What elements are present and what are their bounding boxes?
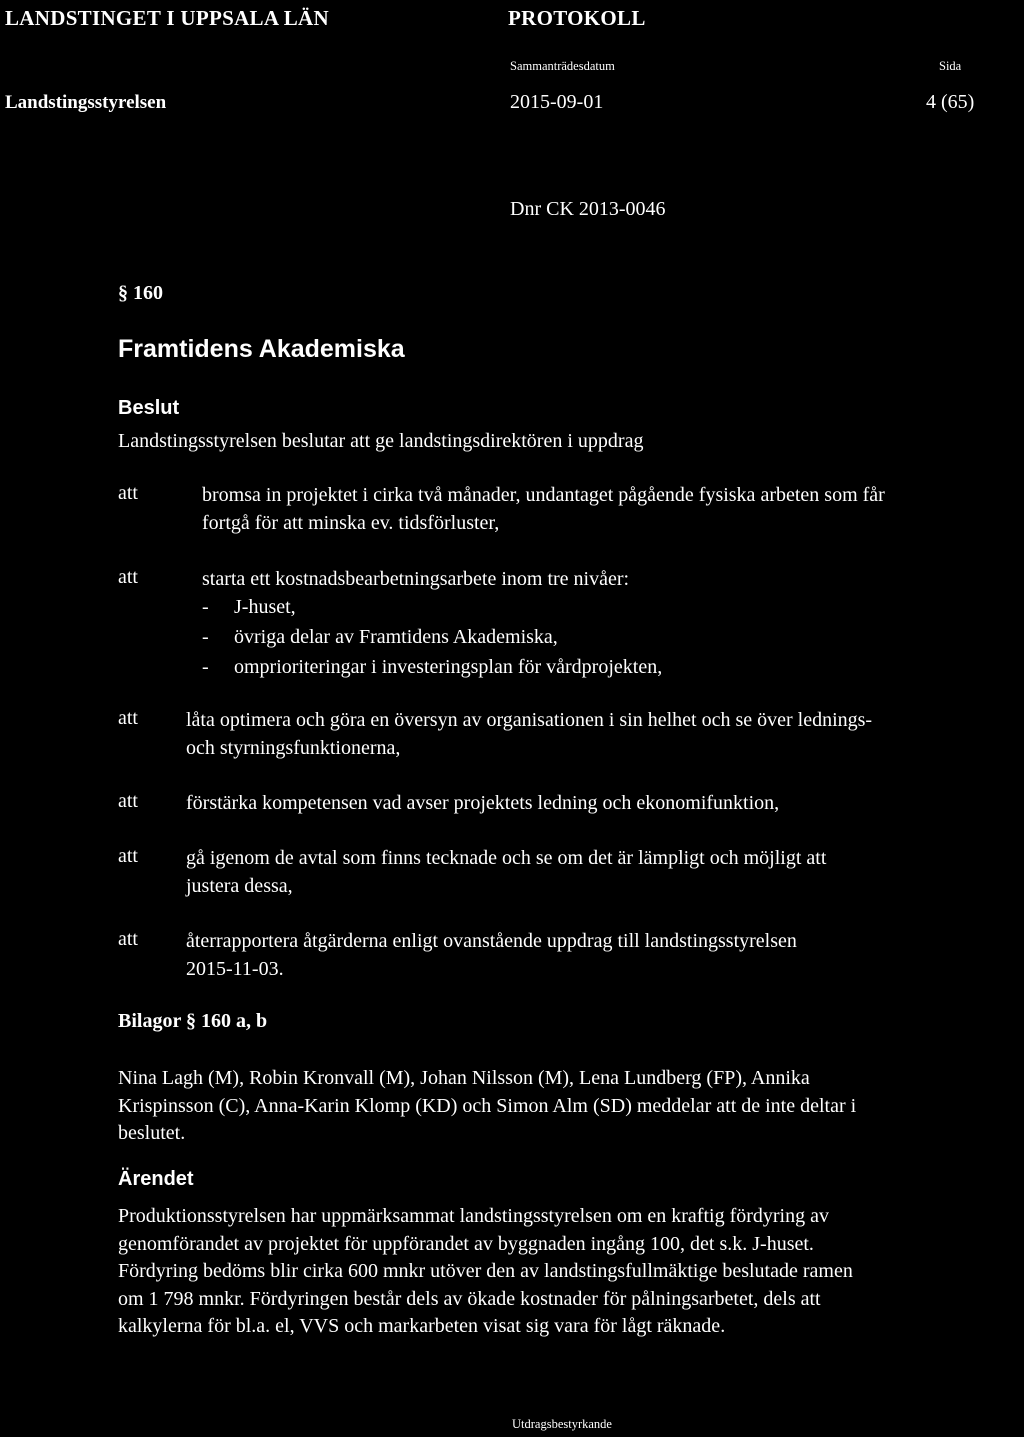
paragraph-line: genomförandet av projektet för uppförandet av byggnaden ingång 100, det s.k. J-huset. <box>118 1232 814 1255</box>
certification-label: Utdragsbestyrkande <box>512 1417 612 1431</box>
paragraph-line: Produktionsstyrelsen har uppmärksammat landstingsstyrelsen om en kraftig fördyring av <box>118 1205 829 1227</box>
paragraph-line: beslutet. <box>118 1122 186 1144</box>
meeting-date-label: Sammanträdesdatum <box>510 59 615 73</box>
item-line: justera dessa, <box>186 874 293 897</box>
document-type: PROTOKOLL <box>508 6 646 30</box>
attachments-line: Bilagor § 160 a, b <box>118 1010 268 1032</box>
matter-heading: Ärendet <box>118 1168 194 1190</box>
decision-item <box>202 566 629 594</box>
att-marker: att <box>118 845 138 867</box>
sub-list-item: - J-huset, <box>202 596 296 618</box>
sub-list-item: - övriga delar av Framtidens Akademiska, <box>202 626 558 648</box>
paragraph-line: Nina Lagh (M), Robin Kronvall (M), Johan Nilsson (M), Lena Lundberg (FP), Annika <box>118 1067 810 1089</box>
att-marker: att <box>118 566 138 588</box>
abstention-paragraph <box>118 1065 856 1148</box>
item-line: återrapportera åtgärderna enligt ovanstående uppdrag till landstingsstyrelsen <box>186 930 797 952</box>
item-line: och styrningsfunktionerna, <box>186 736 401 759</box>
sub-list-item: - omprioriteringar i investeringsplan för vårdprojekten, <box>202 656 663 678</box>
decision-item <box>186 928 797 983</box>
body-name: Landstingsstyrelsen <box>5 92 167 113</box>
decision-intro: Landstingsstyrelsen beslutar att ge landstingsdirektören i uppdrag <box>118 430 644 452</box>
sub-item-text: omprioriteringar i investeringsplan för vårdprojekten, <box>234 656 663 678</box>
section-number: § 160 <box>118 282 163 304</box>
decision-item <box>186 790 779 818</box>
decision-item <box>186 707 872 762</box>
item-line: 2015-11-03. <box>186 957 284 980</box>
page-label: Sida <box>939 59 962 73</box>
item-line: gå igenom de avtal som finns tecknade och se om det är lämpligt och möjligt att <box>186 847 827 869</box>
page-number: 4 (65) <box>926 91 975 113</box>
paragraph-line: kalkylerna för bl.a. el, VVS och markarbeten visat sig vara för lågt räknade. <box>118 1315 726 1337</box>
meeting-date: 2015-09-01 <box>510 91 604 113</box>
item-line: starta ett kostnadsbearbetningsarbete inom tre nivåer: <box>202 568 630 590</box>
diary-number: Dnr CK 2013-0046 <box>510 198 666 220</box>
sub-item-text: J-huset, <box>234 596 296 618</box>
matter-paragraph <box>118 1203 853 1341</box>
item-line: bromsa in projektet i cirka två månader, undantaget pågående fysiska arbeten som får <box>202 484 885 506</box>
att-marker: att <box>118 707 138 729</box>
item-line: låta optimera och göra en översyn av organisationen i sin helhet och se över lednings- <box>186 709 873 731</box>
decision-item <box>186 845 826 900</box>
item-line: förstärka kompetensen vad avser projektets ledning och ekonomifunktion, <box>186 792 780 814</box>
organization-name: LANDSTINGET I UPPSALA LÄN <box>5 6 329 30</box>
page-title: Framtidens Akademiska <box>118 335 405 363</box>
att-marker: att <box>118 928 138 950</box>
item-line: fortgå för att minska ev. tidsförluster, <box>202 511 500 534</box>
decision-heading: Beslut <box>118 397 180 419</box>
sub-item-text: övriga delar av Framtidens Akademiska, <box>234 626 558 648</box>
decision-item <box>202 482 885 537</box>
att-marker: att <box>118 482 138 504</box>
att-marker: att <box>118 790 138 812</box>
paragraph-line: Krispinsson (C), Anna-Karin Klomp (KD) och Simon Alm (SD) meddelar att de inte deltar i <box>118 1094 857 1117</box>
paragraph-line: Fördyring bedöms blir cirka 600 mnkr utöver den av landstingsfullmäktige beslutade ramen <box>118 1260 853 1282</box>
paragraph-line: om 1 798 mnkr. Fördyringen består dels av ökade kostnader för pålningsarbetet, dels att <box>118 1287 821 1310</box>
